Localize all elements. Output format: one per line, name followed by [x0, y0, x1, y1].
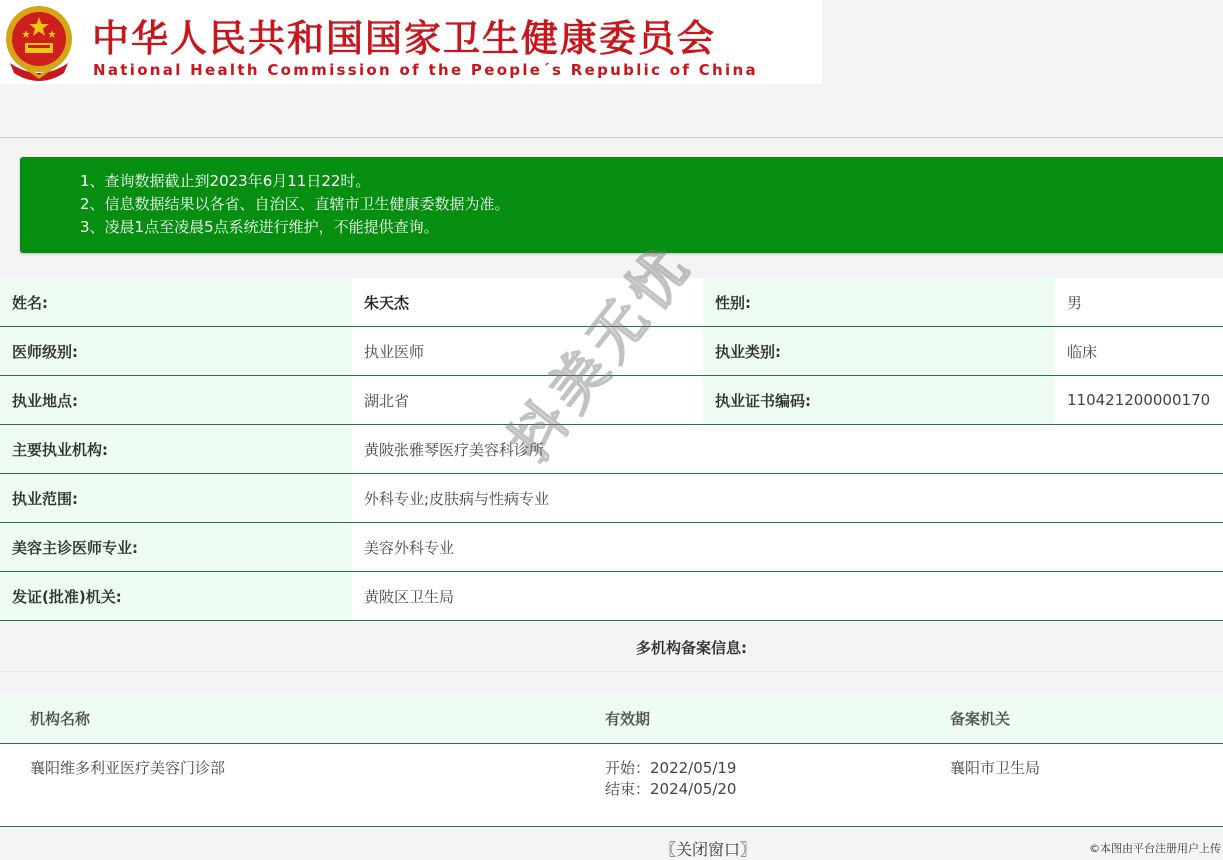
cosmetic-label: 美容主诊医师专业: [0, 523, 352, 572]
validity-end: 结束：2024/05/20 [605, 780, 737, 798]
institution-value: 黄陂张雅琴医疗美容科诊所 [352, 425, 1223, 474]
notice-box [20, 157, 1223, 253]
table-row [0, 376, 1223, 425]
national-emblem-icon [2, 3, 76, 81]
table-row [0, 327, 1223, 376]
table-row [0, 572, 1223, 621]
table-row [0, 425, 1223, 474]
header-divider [0, 137, 1223, 138]
site-title-en: National Health Commission of the People´s Republic of China [93, 61, 758, 79]
table-header-row [0, 694, 1223, 744]
table-row [0, 744, 1223, 827]
upload-credit-note: ©本图由平台注册用户上传 [1089, 842, 1221, 855]
multi-org-title: 多机构备案信息: [636, 639, 747, 657]
column-header-validity: 有效期 [575, 694, 920, 744]
close-window-link[interactable]: 〖关闭窗口〗 [660, 840, 757, 859]
issuer-value: 黄陂区卫生局 [352, 572, 1223, 621]
institution-label: 主要执业机构: [0, 425, 352, 474]
issuer-label: 发证(批准)机关: [0, 572, 352, 621]
notice-list [80, 170, 510, 239]
cert-value: 110421200000170 [1055, 376, 1223, 425]
gender-value: 男 [1055, 278, 1223, 327]
column-header-authority: 备案机关 [920, 694, 1223, 744]
multi-org-title-bar [0, 622, 1223, 672]
level-value: 执业医师 [352, 327, 703, 376]
scope-value: 外科专业;皮肤病与性病专业 [352, 474, 1223, 523]
notice-item: 2、信息数据结果以各省、自治区、直辖市卫生健康委数据为准。 [80, 195, 510, 213]
table-row [0, 474, 1223, 523]
table-row [0, 523, 1223, 572]
site-title-cn: 中华人民共和国国家卫生健康委员会 [92, 16, 716, 60]
name-label: 姓名: [0, 278, 352, 327]
scope-label: 执业范围: [0, 474, 352, 523]
location-label: 执业地点: [0, 376, 352, 425]
name-value: 朱天杰 [352, 278, 703, 327]
table-row [0, 278, 1223, 327]
category-label: 执业类别: [703, 327, 1055, 376]
org-name-cell: 襄阳维多利亚医疗美容门诊部 [0, 744, 575, 827]
doctor-info-table [0, 278, 1223, 621]
site-header [0, 0, 822, 84]
cert-label: 执业证书编码: [703, 376, 1055, 425]
column-header-org-name: 机构名称 [0, 694, 575, 744]
cosmetic-value: 美容外科专业 [352, 523, 1223, 572]
notice-item: 3、凌晨1点至凌晨5点系统进行维护，不能提供查询。 [80, 218, 439, 236]
validity-cell [575, 744, 920, 827]
validity-start: 开始：2022/05/19 [605, 759, 737, 777]
multi-org-table [0, 694, 1223, 827]
level-label: 医师级别: [0, 327, 352, 376]
notice-item: 1、查询数据截止到2023年6月11日22时。 [80, 172, 371, 190]
category-value: 临床 [1055, 327, 1223, 376]
gender-label: 性别: [703, 278, 1055, 327]
authority-cell: 襄阳市卫生局 [920, 744, 1223, 827]
location-value: 湖北省 [352, 376, 703, 425]
